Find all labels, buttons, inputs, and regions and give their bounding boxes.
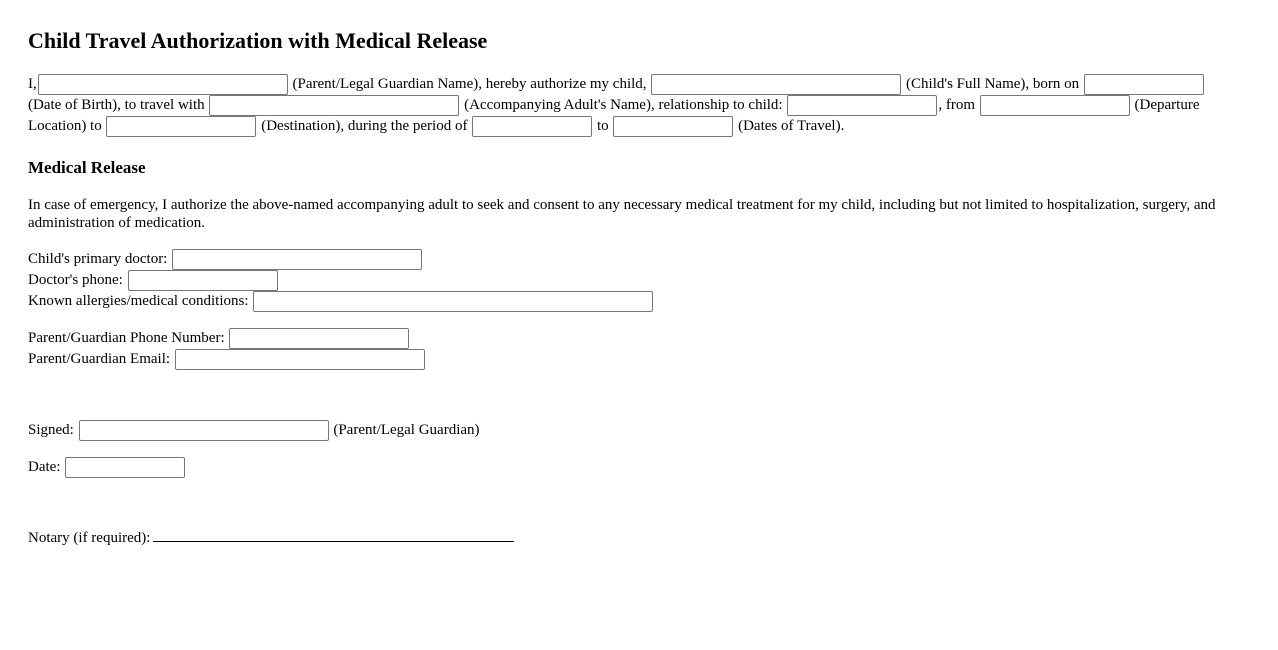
date-row — [28, 457, 186, 478]
guardian-phone-row — [28, 328, 410, 349]
guardian-email-label: Parent/Guardian Email: — [28, 351, 171, 367]
destination-input[interactable] — [106, 116, 256, 137]
allergies-input[interactable] — [253, 291, 653, 312]
guardian-email-row — [28, 349, 426, 370]
notary-row — [28, 527, 514, 549]
accompanying-adult-input[interactable] — [209, 95, 459, 116]
signed-label: Signed: — [28, 422, 74, 438]
medical-release-heading: Medical Release — [28, 158, 146, 177]
notary-signature-line — [153, 527, 514, 542]
departure-location-input[interactable] — [980, 95, 1130, 116]
doctor-label: Child's primary doctor: — [28, 251, 168, 267]
signature-input[interactable] — [79, 420, 329, 441]
authorization-line-2 — [28, 95, 1200, 116]
notary-label: Notary (if required): — [28, 530, 151, 546]
signed-row — [28, 420, 480, 441]
authorization-line-1 — [28, 74, 1205, 95]
auth-text-i: I, — [28, 76, 37, 92]
auth-text-location: Location) to — [28, 118, 102, 134]
doctor-phone-row — [28, 270, 279, 291]
doctor-row — [28, 249, 423, 270]
doctor-phone-label: Doctor's phone: — [28, 272, 123, 288]
auth-text-destination: (Destination), during the period of — [261, 118, 468, 134]
relationship-input[interactable] — [787, 95, 937, 116]
auth-text-child: (Child's Full Name), born on — [906, 76, 1080, 92]
authorization-line-3 — [28, 116, 844, 137]
auth-text-dob: (Date of Birth), to travel with — [28, 97, 205, 113]
auth-text-dates: (Dates of Travel). — [738, 118, 845, 134]
auth-text-from: , from — [938, 97, 976, 113]
auth-text-departure: (Departure — [1134, 97, 1200, 113]
guardian-phone-input[interactable] — [229, 328, 409, 349]
child-dob-input[interactable] — [1084, 74, 1204, 95]
medical-release-paragraph: In case of emergency, I authorize the above-named accompanying adult to seek and consent to any necessary medical treatment for my child, including but not limited to hospitalization, surgery, and administration of medication. — [28, 197, 1216, 231]
signature-date-input[interactable] — [65, 457, 185, 478]
page-title: Child Travel Authorization with Medical Release — [28, 28, 488, 53]
child-name-input[interactable] — [651, 74, 901, 95]
date-label: Date: — [28, 459, 61, 475]
allergies-label: Known allergies/medical conditions: — [28, 293, 249, 309]
travel-end-date-input[interactable] — [613, 116, 733, 137]
parent-name-input[interactable] — [38, 74, 288, 95]
travel-start-date-input[interactable] — [472, 116, 592, 137]
allergies-row — [28, 291, 654, 312]
auth-text-to: to — [596, 118, 609, 134]
auth-text-adult: (Accompanying Adult's Name), relationship to child: — [464, 97, 783, 113]
guardian-phone-label: Parent/Guardian Phone Number: — [28, 330, 225, 346]
auth-text-parent: (Parent/Legal Guardian Name), hereby authorize my child, — [292, 76, 647, 92]
signed-suffix: (Parent/Legal Guardian) — [333, 422, 480, 438]
doctor-input[interactable] — [172, 249, 422, 270]
doctor-phone-input[interactable] — [128, 270, 278, 291]
guardian-email-input[interactable] — [175, 349, 425, 370]
